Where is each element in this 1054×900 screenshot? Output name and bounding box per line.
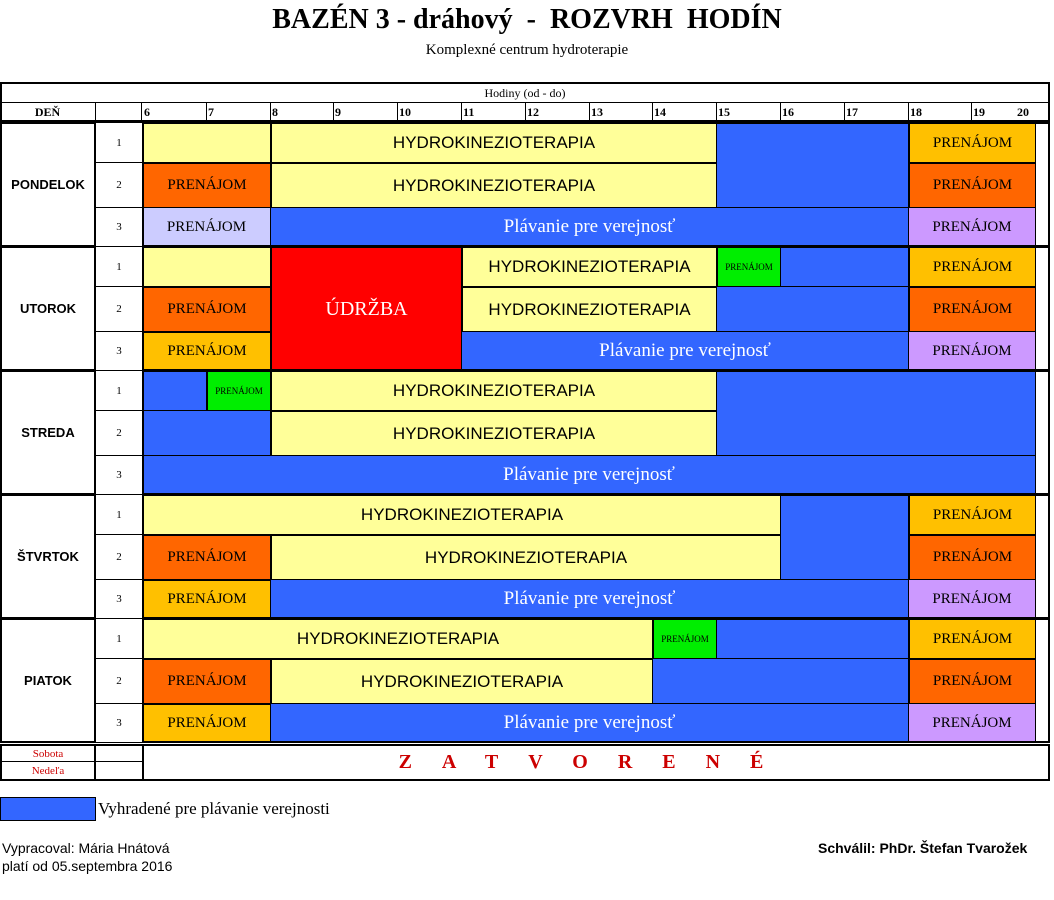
page-title: BAZÉN 3 - dráhový - ROZVRH HODÍN [272,4,782,35]
closed-label: ZATVORENÉ [142,744,1050,781]
day-label: PONDELOK [0,122,96,247]
rental-block: PRENÁJOM [908,703,1036,743]
empty-hydro-block [142,122,271,163]
rental-block: PRENÁJOM [908,162,1036,208]
rental-block: PRENÁJOM [908,494,1036,535]
lane-number: 1 [95,618,143,659]
public-reserved-block [780,246,909,287]
hydrokineziotherapy-block: HYDROKINEZIOTERAPIA [142,494,781,535]
hour-tick [971,102,972,122]
sunday-lane-cell [95,761,143,781]
lane-number: 2 [95,286,143,332]
hour-label: 8 [272,105,278,119]
hour-tick [652,102,653,122]
hydrokineziotherapy-block: HYDROKINEZIOTERAPIA [270,122,717,163]
hour-label: 17 [846,105,858,119]
saturday-label: Sobota [0,744,96,762]
hour-label: 12 [527,105,539,119]
rental-block: PRENÁJOM [908,534,1036,580]
lane-number: 1 [95,494,143,535]
hydrokineziotherapy-block: HYDROKINEZIOTERAPIA [461,246,717,287]
public-reserved-block [780,494,909,580]
hour-tick [525,102,526,122]
hour-label: 16 [782,105,794,119]
hour-tick [780,102,781,122]
prepared-by: Vypracoval: Mária Hnátová [2,840,170,856]
approved-by: Schválil: PhDr. Štefan Tvarožek [818,840,1028,856]
rental-block: PRENÁJOM [908,618,1036,659]
lane-number: 2 [95,534,143,580]
hour-label: 18 [910,105,922,119]
rental-block: PRENÁJOM [908,579,1036,619]
hour-tick [908,102,909,122]
hydrokineziotherapy-block: HYDROKINEZIOTERAPIA [270,370,717,411]
rental-block: PRENÁJOM [908,207,1036,247]
rental-block: PRENÁJOM [142,286,271,332]
hour-label: 20 [1017,105,1029,119]
legend-swatch [0,797,96,821]
public-swimming-block: Plávanie pre verejnosť [270,207,909,247]
lane-number: 1 [95,122,143,163]
hydrokineziotherapy-block: HYDROKINEZIOTERAPIA [142,618,653,659]
day-label: PIATOK [0,618,96,743]
hour-label: 14 [654,105,666,119]
day-label: STREDA [0,370,96,495]
rental-block: PRENÁJOM [142,703,271,743]
hour-tick [397,102,398,122]
lane-number: 1 [95,246,143,287]
rental-block: PRENÁJOM [716,246,781,287]
public-reserved-block [716,286,909,332]
lane-caption-cell [95,102,142,122]
hydrokineziotherapy-block: HYDROKINEZIOTERAPIA [270,410,717,456]
hour-tick [206,102,207,122]
hydrokineziotherapy-block: HYDROKINEZIOTERAPIA [270,162,717,208]
public-reserved-block [652,658,909,704]
hour-tick [589,102,590,122]
lane-number: 3 [95,207,143,247]
lane-number: 3 [95,455,143,495]
lane-number: 2 [95,658,143,704]
rental-block: PRENÁJOM [142,658,271,704]
sunday-label: Nedeľa [0,761,96,781]
rental-block: PRENÁJOM [142,162,271,208]
lane-number: 3 [95,579,143,619]
rental-block: PRENÁJOM [908,246,1036,287]
public-reserved-block [142,370,207,411]
legend-text: Vyhradené pre plávanie verejnosti [98,799,330,818]
saturday-lane-cell [95,744,143,762]
hydrokineziotherapy-block: HYDROKINEZIOTERAPIA [461,286,717,332]
public-reserved-block [716,370,1036,456]
day-label: ŠTVRTOK [0,494,96,619]
rental-block: PRENÁJOM [908,331,1036,371]
rental-block: PRENÁJOM [908,122,1036,163]
hour-tick [716,102,717,122]
rental-block: PRENÁJOM [142,534,271,580]
hour-label: 13 [591,105,603,119]
lane-number: 2 [95,162,143,208]
maintenance-block: ÚDRŽBA [270,246,462,371]
rental-block: PRENÁJOM [652,618,717,659]
hydrokineziotherapy-block: HYDROKINEZIOTERAPIA [270,658,653,704]
hour-label: 7 [208,105,214,119]
hour-label: 11 [463,105,475,119]
lane-number: 2 [95,410,143,456]
schedule-grid [0,82,1050,781]
rental-block: PRENÁJOM [142,579,271,619]
hours-caption: Hodiny (od - do) [0,82,1050,103]
rental-block: PRENÁJOM [908,658,1036,704]
lane-number: 3 [95,703,143,743]
hour-tick [844,102,845,122]
day-label: UTOROK [0,246,96,371]
day-caption: DEŇ [0,102,96,122]
hour-label: 19 [973,105,985,119]
lane-number: 1 [95,370,143,411]
hydrokineziotherapy-block: HYDROKINEZIOTERAPIA [270,534,781,580]
public-swimming-block: Plávanie pre verejnosť [270,703,909,743]
hour-label: 9 [335,105,341,119]
empty-hydro-block [142,246,271,287]
hour-label: 15 [718,105,730,119]
hour-tick [333,102,334,122]
public-reserved-block [716,618,909,659]
public-swimming-block: Plávanie pre verejnosť [270,579,909,619]
rental-block: PRENÁJOM [206,370,271,411]
hour-tick [461,102,462,122]
rental-block: PRENÁJOM [142,207,271,247]
valid-from: platí od 05.septembra 2016 [2,858,173,874]
hour-tick [270,102,271,122]
public-reserved-block [142,410,271,456]
public-swimming-block: Plávanie pre verejnosť [461,331,909,371]
rental-block: PRENÁJOM [908,286,1036,332]
public-swimming-block: Plávanie pre verejnosť [142,455,1036,495]
hour-label: 6 [144,105,150,119]
public-reserved-block [716,122,909,208]
rental-block: PRENÁJOM [142,331,271,371]
lane-number: 3 [95,331,143,371]
hour-label: 10 [399,105,411,119]
page-subtitle: Komplexné centrum hydroterapie [425,42,629,58]
